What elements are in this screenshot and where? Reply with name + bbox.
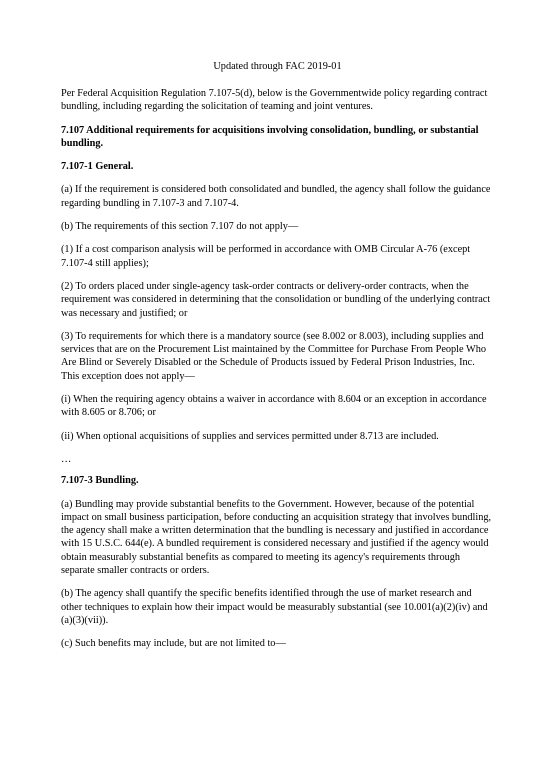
intro-paragraph: Per Federal Acquisition Regulation 7.107-5(d), below is the Governmentwide policy regarding contract bundling, including regarding the solicitation of teaming and joint ventures. [61,88,488,113]
paragraph-7-107-3-a: (a) Bundling may provide substantial benefits to the Government. However, because of the potential impact on small business participation, before conducting an acquisition strategy that involves bundling, the agency shall make a written determination that the bundling is necessary and justified in accordance with 15 U.S.C. 644(e). A bundled requirement is considered necessary and justified if the agency would obtain measurably substantial benefits as compared to meeting its agency's requirements through separate smaller contracts or orders. [61,498,492,577]
paragraph-7-107-3-c: (c) Such benefits may include, but are not limited to— [61,638,286,650]
paragraph-7-107-3-b: (b) The agency shall quantify the specific benefits identified through the use of market research and other techniques to explain how their impact would be measurably substantial (see 10.001(a)(2)(iv) and (a)(3)(vii)). [61,588,488,626]
paragraph-7-107-1-b3: (3) To requirements for which there is a mandatory source (see 8.002 or 8.003), including supplies and services that are on the Procurement List maintained by the Committee for Purchase From People Who Are Blind or Severely Disabled or the Schedule of Products issued by Federal Prison Industries, Inc. This exception does not apply— [61,330,487,382]
section-7-107-1-heading: 7.107-1 General. [61,161,134,173]
document-page [61,60,494,661]
section-7-107-heading: 7.107 Additional requirements for acquisitions involving consolidation, bundling, or substantial bundling. [61,124,479,149]
paragraph-7-107-1-b1: (1) If a cost comparison analysis will be performed in accordance with OMB Circular A-76 (except 7.107-4 still applies); [61,244,471,269]
ellipsis: … [61,453,72,465]
paragraph-7-107-1-b2: (2) To orders placed under single-agency task-order contracts or delivery-order contracts, when the requirement was considered in determining that the consolidation or bundling of the underlying contract was necessary and justified; or [61,280,491,319]
section-7-107-3-heading: 7.107-3 Bundling. [61,475,139,487]
paragraph-7-107-1-b: (b) The requirements of this section 7.107 do not apply— [61,221,299,233]
paragraph-7-107-1-a: (a) If the requirement is considered both consolidated and bundled, the agency shall follow the guidance regarding bundling in 7.107-3 and 7.107-4. [61,184,491,209]
paragraph-7-107-1-b3i: (i) When the requiring agency obtains a waiver in accordance with 8.604 or an exception in accordance with 8.605 or 8.706; or [61,394,487,419]
page-header: Updated through FAC 2019-01 [213,61,342,72]
paragraph-7-107-1-b3ii: (ii) When optional acquisitions of supplies and services permitted under 8.713 are included. [61,430,439,442]
